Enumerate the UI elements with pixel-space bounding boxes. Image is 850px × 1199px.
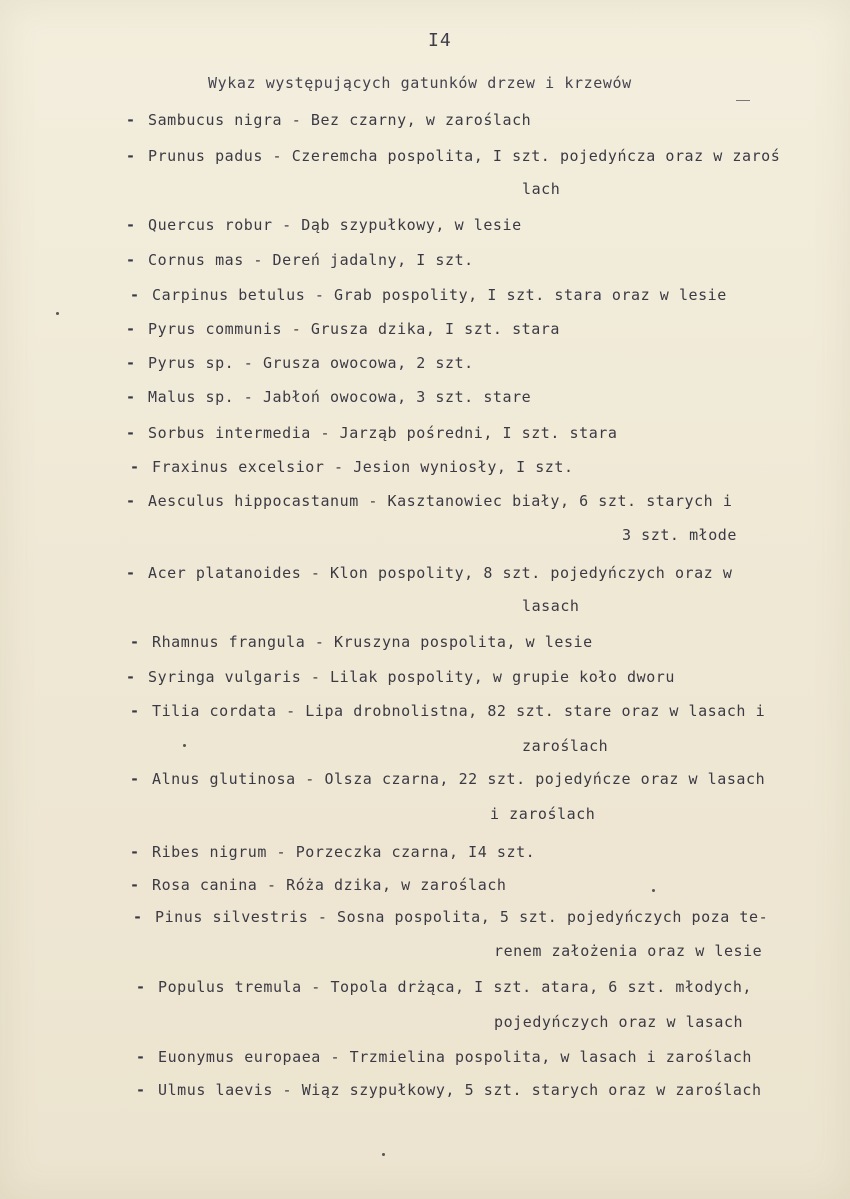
paper-speck <box>56 312 59 315</box>
species-entry-continuation: i zaroślach <box>490 805 596 823</box>
species-entry-continuation: lach <box>522 180 561 198</box>
species-entry-continuation: zaroślach <box>522 737 609 755</box>
list-bullet: - <box>133 908 143 926</box>
list-bullet: - <box>126 492 136 510</box>
species-entry: Ribes nigrum - Porzeczka czarna, I4 szt. <box>152 843 536 861</box>
list-bullet: - <box>130 770 140 788</box>
species-entry: Malus sp. - Jabłoń owocowa, 3 szt. stare <box>148 388 532 406</box>
list-bullet: - <box>126 424 136 442</box>
list-bullet: - <box>136 1048 146 1066</box>
list-bullet: - <box>130 286 140 304</box>
species-entry: Ulmus laevis - Wiąz szypułkowy, 5 szt. starych oraz w zaroślach <box>158 1081 762 1099</box>
list-bullet: - <box>126 668 136 686</box>
species-entry: Rhamnus frangula - Kruszyna pospolita, w lesie <box>152 633 593 651</box>
species-entry: Pyrus communis - Grusza dzika, I szt. stara <box>148 320 560 338</box>
paper-speck <box>183 744 186 747</box>
list-bullet: - <box>130 702 140 720</box>
species-entry: Tilia cordata - Lipa drobnolistna, 82 szt. stare oraz w lasach i <box>152 702 766 720</box>
list-bullet: - <box>136 1081 146 1099</box>
species-entry: Syringa vulgaris - Lilak pospolity, w grupie koło dworu <box>148 668 675 686</box>
species-entry: Prunus padus - Czeremcha pospolita, I szt. pojedyńcza oraz w zaroś <box>148 147 781 165</box>
species-entry: Populus tremula - Topola drżąca, I szt. atara, 6 szt. młodych, <box>158 978 753 996</box>
list-bullet: - <box>126 216 136 234</box>
list-bullet: - <box>130 876 140 894</box>
species-entry: Sambucus nigra - Bez czarny, w zaroślach <box>148 111 532 129</box>
list-bullet: - <box>126 564 136 582</box>
species-entry-continuation: renem założenia oraz w lesie <box>494 942 763 960</box>
paper-speck <box>382 1153 385 1156</box>
paper-mark <box>736 100 750 101</box>
species-entry: Euonymus europaea - Trzmielina pospolita, w lasach i zaroślach <box>158 1048 753 1066</box>
species-entry: Sorbus intermedia - Jarząb pośredni, I szt. stara <box>148 424 618 442</box>
species-entry: Rosa canina - Róża dzika, w zaroślach <box>152 876 507 894</box>
list-bullet: - <box>126 147 136 165</box>
paper-speck <box>652 889 655 892</box>
species-entry: Fraxinus excelsior - Jesion wyniosły, I szt. <box>152 458 574 476</box>
page-number: I4 <box>428 30 452 51</box>
species-entry: Alnus glutinosa - Olsza czarna, 22 szt. pojedyńcze oraz w lasach <box>152 770 766 788</box>
species-entry: Quercus robur - Dąb szypułkowy, w lesie <box>148 216 522 234</box>
list-bullet: - <box>126 111 136 129</box>
species-entry-continuation: pojedyńczych oraz w lasach <box>494 1013 744 1031</box>
species-entry: Acer platanoides - Klon pospolity, 8 szt. pojedyńczych oraz w <box>148 564 733 582</box>
species-entry: Pinus silvestris - Sosna pospolita, 5 szt. pojedyńczych poza te- <box>155 908 769 926</box>
list-bullet: - <box>136 978 146 996</box>
species-entry: Aesculus hippocastanum - Kasztanowiec biały, 6 szt. starych i <box>148 492 733 510</box>
list-bullet: - <box>126 354 136 372</box>
list-bullet: - <box>130 633 140 651</box>
list-bullet: - <box>126 251 136 269</box>
list-bullet: - <box>130 458 140 476</box>
species-entry-continuation: 3 szt. młode <box>622 526 737 544</box>
species-entry: Carpinus betulus - Grab pospolity, I szt. stara oraz w lesie <box>152 286 727 304</box>
list-bullet: - <box>126 320 136 338</box>
species-entry-continuation: lasach <box>522 597 580 615</box>
species-entry: Cornus mas - Dereń jadalny, I szt. <box>148 251 474 269</box>
list-heading: Wykaz występujących gatunków drzew i krzewów <box>208 74 632 92</box>
list-bullet: - <box>130 843 140 861</box>
species-entry: Pyrus sp. - Grusza owocowa, 2 szt. <box>148 354 474 372</box>
list-bullet: - <box>126 388 136 406</box>
